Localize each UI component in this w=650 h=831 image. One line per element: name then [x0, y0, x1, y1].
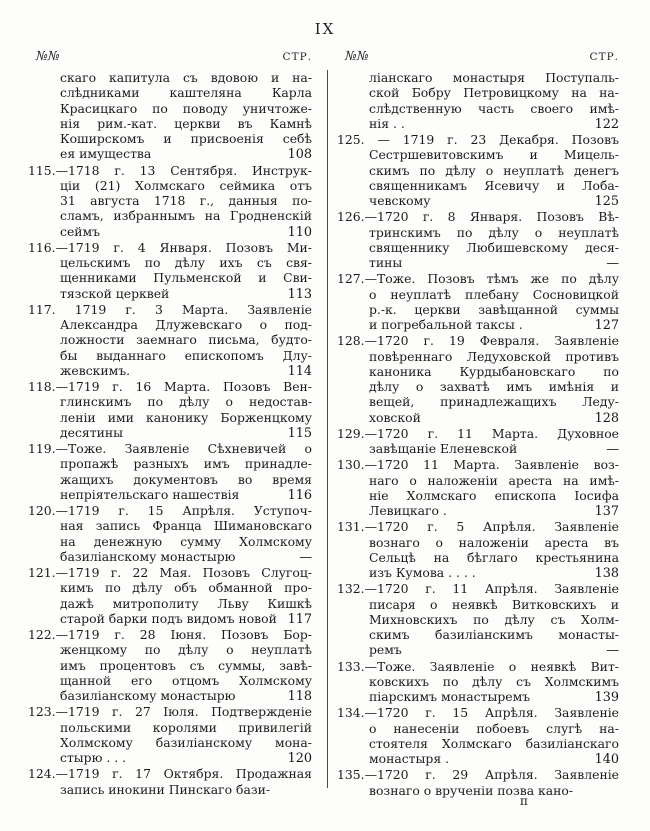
entry-last-line: [337, 503, 619, 519]
entry-page-number: 115: [287, 425, 312, 441]
entry-line: о неуплатѣ плебану Сосновицкой: [369, 286, 619, 302]
toc-entry: [337, 767, 619, 798]
page-folio-roman-numeral: IX: [314, 20, 336, 38]
toc-entry: [28, 565, 312, 627]
toc-entry: [28, 503, 312, 565]
entry-last-line: [337, 783, 619, 798]
entry-text: вознаго о врученіи позва кано-: [369, 782, 574, 798]
entry-last-line: [337, 255, 619, 271]
entry-last-line: [28, 146, 312, 162]
toc-entry: [337, 70, 619, 132]
entry-last-line: [28, 688, 312, 704]
toc-entry: [337, 333, 619, 426]
entry-last-line: [337, 193, 619, 209]
entry-line: тринскимъ по дѣлу о неуплатѣ: [369, 224, 619, 240]
entry-page-number: —: [606, 256, 619, 271]
entry-last-line: [28, 611, 312, 627]
entry-line: священнику Любишевскому деся-: [369, 239, 619, 255]
entry-line: 122.—1719 г. 28 Іюня. Позовъ Бор-: [28, 627, 312, 642]
entry-line: Александра Длужевскаго о под-: [60, 317, 312, 332]
entry-line: на денежную сумму Холмскому: [60, 533, 312, 549]
entry-line: цельскимъ по дѣлу ихъ съ свя-: [60, 255, 312, 270]
entry-line: ской Бобру Петровицкому на на-: [369, 85, 619, 101]
entry-page-number: 114: [287, 363, 312, 379]
entry-text: базиліанскому монастырю: [60, 548, 236, 564]
entry-line: ніе Холмскаго епископа Іосифа: [369, 487, 619, 503]
entry-text: стырю . . .: [60, 750, 127, 765]
entry-text: монастыря .: [369, 751, 450, 766]
toc-entry: [337, 132, 619, 209]
entry-text: завѣщаніе Еленевской: [369, 441, 518, 456]
entry-page-number: 140: [594, 752, 619, 767]
toc-entries-right: [337, 70, 619, 798]
entry-last-line: [28, 549, 312, 565]
entry-line: пропажѣ разныхъ имъ принадле-: [60, 456, 312, 472]
entry-line: 125. — 1719 г. 23 Декабря. Позовъ: [337, 132, 619, 147]
entry-line: 123.—1719 г. 27 Іюля. Подтвержденіе: [28, 704, 312, 720]
entry-text: непріятельскаго нашествія: [60, 486, 240, 502]
entry-line: 31 августа 1718 г., данныя по-: [60, 193, 312, 208]
entry-line: ціи (21) Холмскаго сеймика отъ: [60, 177, 312, 193]
toc-entry: [337, 209, 619, 271]
entry-text: жевскимъ.: [60, 362, 131, 378]
entry-line: о нанесеніи побоевъ слугѣ на-: [369, 720, 619, 736]
entry-last-line: [28, 363, 312, 379]
entry-line: слѣдниками каштеляна Карла: [60, 85, 312, 101]
entry-text: десятины: [60, 424, 123, 440]
entry-line: сламъ, избраннымъ на Гродненскій: [60, 208, 312, 224]
entry-line: 128.—1720 г. 19 Февраля. Заявленіе: [337, 333, 619, 349]
entry-text: нія . .: [369, 115, 405, 131]
entry-line: Красицкаго по поводу уничтоже-: [60, 100, 312, 116]
entry-last-line: [28, 286, 312, 302]
entry-text: и погребальной таксы .: [369, 317, 523, 332]
entry-line: Холмскому базиліанскому мона-: [60, 734, 312, 750]
toc-entry: [28, 704, 312, 766]
entry-last-line: [28, 750, 312, 766]
entry-line: 130.—1720 11 Марта. Заявленіе воз-: [337, 457, 619, 473]
entry-line: р.-к. церкви завѣщанной суммы: [369, 301, 619, 317]
entry-line: жащихъ документовъ во время: [60, 471, 312, 487]
toc-entry: [28, 240, 312, 302]
entry-last-line: [337, 565, 619, 581]
entry-line: наго о наложеніи ареста на имѣ-: [369, 472, 619, 488]
toc-entry: [28, 163, 312, 240]
entry-line: дѣлу о захватѣ имъ имѣнія и: [369, 379, 619, 394]
entry-page-number: 128: [594, 410, 619, 426]
entry-line: повѣреннаго Ледуховской противъ: [369, 348, 619, 364]
entry-line: скимъ по дѣлу о неуплатѣ денегъ: [369, 162, 619, 178]
entry-text: изъ Кумова . . . .: [369, 565, 476, 580]
entry-line: 132.—1720 г. 11 Апрѣля. Заявленіе: [337, 581, 619, 597]
entry-text: старой барки подъ видомъ новой: [60, 610, 277, 626]
entry-text: базиліанскому монастырю: [60, 688, 236, 703]
entry-line: польскими королями привилегій: [60, 719, 312, 735]
entry-line: писаря о неявкѣ Витковскихъ и: [369, 596, 619, 612]
entry-text: ея имущества: [60, 146, 152, 162]
number-column-header: №№: [36, 48, 60, 63]
entry-page-number: 139: [594, 690, 619, 705]
entry-text: тины: [369, 255, 403, 270]
entry-line: 133.—Тоже. Заявленіе о неявкѣ Вит-: [337, 658, 619, 674]
entry-line: стоятеля Холмскаго базиліанскаго: [369, 735, 619, 751]
entry-line: 116.—1719 г. 4 Января. Позовъ Ми-: [28, 239, 312, 255]
number-column-header: №№: [345, 48, 369, 63]
toc-entry: [28, 70, 312, 163]
toc-entry: [28, 766, 312, 797]
entry-last-line: [337, 116, 619, 132]
entry-line: 118.—1719 г. 16 Марта. Позовъ Вен-: [28, 379, 312, 394]
entry-line: Коширскомъ и присвоенія себѣ: [60, 131, 312, 146]
entry-line: ложности заемнаго письма, будто-: [60, 332, 312, 348]
entry-line: имъ процентовъ съ суммы, завѣ-: [60, 657, 312, 673]
entry-last-line: [28, 782, 312, 797]
entry-last-line: [28, 487, 312, 503]
entry-line: Михновскихъ по дѣлу съ Холм-: [369, 611, 619, 627]
entry-text: піарскимъ монастыремъ: [369, 689, 531, 704]
entry-page-number: 118: [287, 689, 312, 704]
entry-page-number: —: [606, 442, 619, 457]
entry-line: 115.—1718 г. 13 Сентября. Инструк-: [28, 162, 312, 178]
entry-last-line: [337, 751, 619, 767]
entry-line: 131.—1720 г. 5 Апрѣля. Заявленіе: [337, 519, 619, 535]
entry-line: 121.—1719 г. 22 Мая. Позовъ Слугоц-: [28, 565, 312, 580]
toc-entry: [28, 302, 312, 379]
entry-page-number: 122: [594, 116, 619, 132]
entry-line: кимъ по дѣлу объ обманной про-: [60, 580, 312, 596]
entry-page-number: 116: [287, 487, 312, 503]
entry-line: 135.—1720 г. 29 Апрѣля. Заявленіе: [337, 767, 619, 783]
toc-entries-left: [28, 70, 312, 797]
column-divider-rule: [327, 70, 328, 788]
entry-line: 120.—1719 г. 15 Апрѣля. Уступоч-: [28, 503, 312, 518]
entry-last-line: [337, 441, 619, 457]
entry-line: щенниками Пульменской и Сви-: [60, 270, 312, 286]
entry-page-number: 110: [287, 224, 312, 240]
entry-line: 124.—1719 г. 17 Октября. Продажная: [28, 766, 312, 782]
entry-page-number: 113: [287, 286, 312, 302]
toc-entry: [28, 379, 312, 441]
entry-text: ховской: [369, 409, 421, 425]
toc-entry: [28, 627, 312, 704]
entry-line: женцкому по дѣлу о неуплатѣ: [60, 642, 312, 658]
entry-line: леніи ими канонику Борженцкому: [60, 409, 312, 425]
entry-line: каноника Курдыбановскаго по: [369, 363, 619, 379]
toc-entry: [337, 457, 619, 519]
entry-last-line: [28, 224, 312, 240]
toc-entry: [337, 271, 619, 333]
toc-entry: [28, 441, 312, 503]
entry-page-number: —: [606, 643, 619, 659]
entry-last-line: [337, 317, 619, 333]
entry-line: Сельцѣ на бѣглаго крестьянина: [369, 549, 619, 565]
entry-line: Сестршевитовскимъ и Мицель-: [369, 147, 619, 163]
entry-line: 129.—1720 г. 11 Марта. Духовное: [337, 425, 619, 441]
column-header-left: [28, 48, 312, 70]
entry-text: тязской церквей: [60, 285, 170, 301]
entry-line: дажѣ митрополиту Льву Кишкѣ: [60, 595, 312, 611]
entry-page-number: 117: [287, 611, 312, 627]
entry-line: скимъ базиліанскимъ монасты-: [369, 627, 619, 642]
entry-page-number: 108: [287, 147, 312, 163]
column-header-right: [337, 48, 619, 70]
entry-text: сеймъ: [60, 223, 101, 239]
entry-page-number: 137: [594, 504, 619, 519]
entry-line: 134.—1720 г. 15 Апрѣля. Заявленіе: [337, 705, 619, 721]
signature-catchword: п: [520, 794, 528, 808]
toc-column-right: [337, 48, 619, 798]
entry-line: вещей, принадлежащихъ Леду-: [369, 394, 619, 410]
entry-line: глинскимъ по дѣлу о недостав-: [60, 394, 312, 410]
entry-line: скаго капитула съ вдовою и на-: [60, 70, 312, 85]
entry-line: нія рим.-кат. церкви въ Камнѣ: [60, 115, 312, 131]
entry-line: вознаго о наложеніи ареста въ: [369, 534, 619, 550]
entry-last-line: [28, 425, 312, 441]
entry-line: ліанскаго монастыря Поступаль-: [369, 70, 619, 85]
entry-last-line: [337, 689, 619, 705]
entry-text: Левицкаго .: [369, 503, 447, 518]
entry-line: бы выданнаго епископомъ Длу-: [60, 347, 312, 363]
entry-line: ная запись Франца Шимановскаго: [60, 518, 312, 534]
entry-page-number: —: [299, 549, 312, 565]
entry-line: священникамъ Ясевичу и Лоба-: [369, 177, 619, 193]
entry-line: 119.—Тоже. Заявленіе Сѣхневичей о: [28, 441, 312, 456]
toc-column-left: [28, 48, 312, 797]
page-column-header: СТР.: [282, 51, 312, 63]
entry-page-number: 125: [594, 194, 619, 209]
entry-page-number: 120: [287, 751, 312, 766]
entry-text: чевскому: [369, 193, 431, 208]
toc-entry: [337, 705, 619, 767]
entry-text: запись инокини Пинскаго бази-: [60, 781, 271, 797]
toc-entry: [337, 581, 619, 658]
toc-entry: [337, 659, 619, 706]
entry-line: 117. 1719 г. 3 Марта. Заявленіе: [28, 301, 312, 317]
entry-line: щанной его отцомъ Холмскому: [60, 672, 312, 688]
entry-line: 126.—1720 г. 8 Января. Позовъ Вѣ-: [337, 209, 619, 225]
entry-last-line: [337, 410, 619, 426]
toc-entry: [337, 519, 619, 581]
entry-line: ковскихъ по дѣлу съ Холмскимъ: [369, 673, 619, 689]
entry-line: слѣдственную часть своего имѣ-: [369, 100, 619, 116]
entry-page-number: 127: [594, 318, 619, 333]
entry-line: 127.—Тоже. Позовъ тѣмъ же по дѣлу: [337, 271, 619, 287]
page-column-header: СТР.: [589, 51, 619, 63]
entry-text: ремъ: [369, 642, 402, 658]
entry-last-line: [337, 642, 619, 658]
entry-page-number: 138: [594, 566, 619, 581]
toc-entry: [337, 426, 619, 458]
